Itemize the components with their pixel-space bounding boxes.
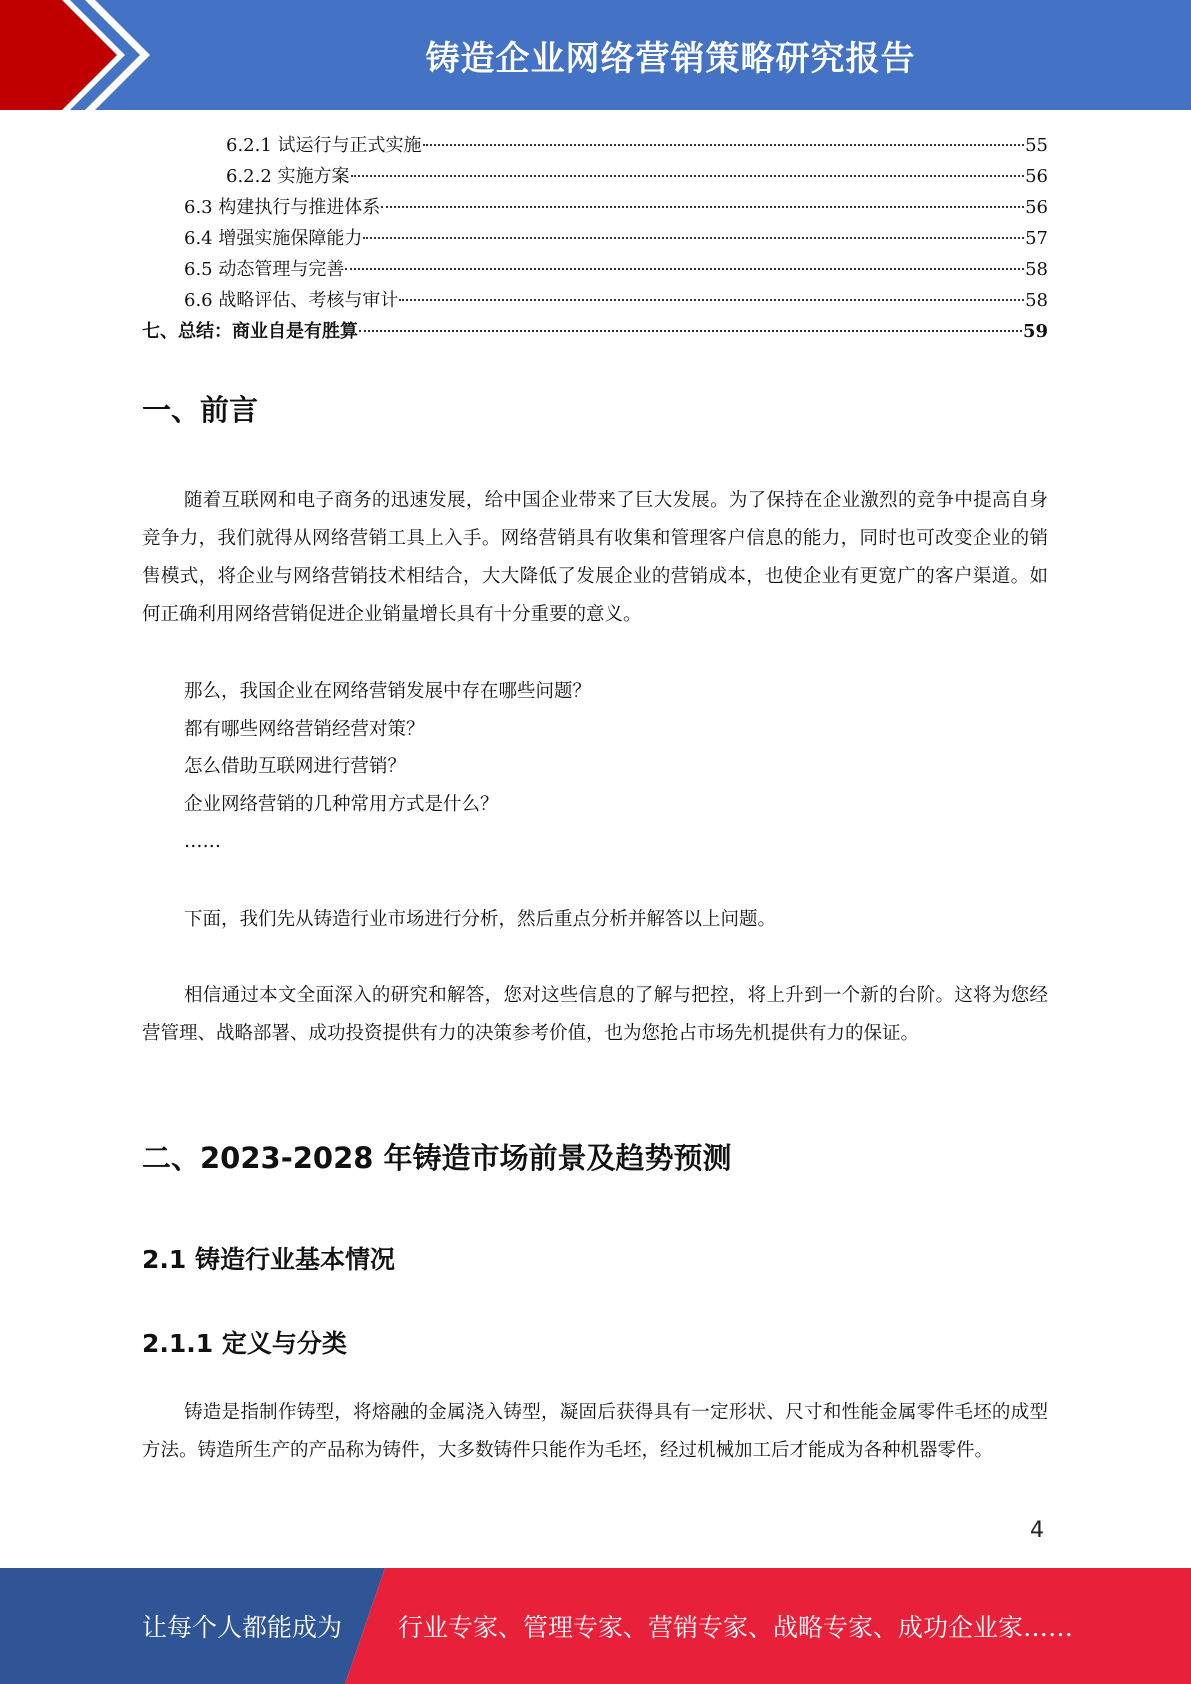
toc-leader-dots: [345, 268, 1024, 270]
page-footer: [0, 1568, 1191, 1684]
toc-entry-title: 6.6 战略评估、考核与审计: [184, 290, 399, 311]
page-header: [0, 0, 1191, 110]
toc-entry-page: 55: [1025, 135, 1048, 156]
section-heading-container: [142, 388, 1048, 429]
report-title: 铸造企业网络营销策略研究报告: [425, 38, 916, 79]
analysis-paragraph-container: [142, 901, 1048, 939]
toc-entry[interactable]: [142, 130, 1048, 161]
toc-entry[interactable]: [142, 223, 1048, 254]
closing-paragraph-container: [142, 977, 1048, 1053]
intro-paragraph-container: [142, 482, 1048, 634]
subsection-heading: 2.1 铸造行业基本情况: [142, 1245, 395, 1274]
toc-entry-page: 57: [1025, 228, 1048, 249]
page-number: 4: [1030, 1518, 1044, 1543]
closing-paragraph: 相信通过本文全面深入的研究和解答，您对这些信息的了解与把控，将上升到一个新的台阶。这将为您经营管理、战略部署、成功投资提供有力的决策参考价值，也为您抢占市场先机提供有力的保证。: [142, 985, 1048, 1044]
toc-entry-page: 59: [1022, 321, 1048, 342]
toc-leader-dots: [351, 175, 1025, 177]
question-item: 企业网络营销的几种常用方式是什么？: [184, 793, 499, 815]
analysis-paragraph: 下面，我们先从铸造行业市场进行分析，然后重点分析并解答以上问题。: [184, 909, 777, 930]
subsection-heading: 2.1.1 定义与分类: [142, 1329, 347, 1358]
subsection-heading-container: [142, 1240, 1048, 1276]
toc-entry-title: 6.3 构建执行与推进体系: [184, 197, 381, 218]
toc-leader-dots: [423, 144, 1025, 146]
question-item: 都有哪些网络营销经营对策？: [184, 718, 425, 740]
footer-slogan-right: 行业专家、管理专家、营销专家、战略专家、成功企业家……: [398, 1613, 1074, 1642]
toc-entry-title: 6.5 动态管理与完善: [184, 259, 345, 280]
definition-paragraph-container: [142, 1394, 1048, 1470]
section-heading: 二、2023-2028 年铸造市场前景及趋势预测: [142, 1141, 732, 1175]
subsection-heading-container: [142, 1324, 1048, 1360]
toc-leader-dots: [363, 237, 1024, 239]
toc-entry[interactable]: [142, 161, 1048, 192]
toc-entry-title: 七、总结：商业自是有胜算: [142, 321, 358, 342]
question-item: 那么，我国企业在网络营销发展中存在哪些问题？: [184, 681, 592, 702]
table-of-contents: [142, 130, 1048, 347]
section-heading: 一、前言: [142, 393, 259, 427]
toc-entry[interactable]: [142, 254, 1048, 285]
definition-paragraph: 铸造是指制作铸型，将熔融的金属浇入铸型，凝固后获得具有一定形状、尺寸和性能金属零件毛坯的成型方法。铸造所生产的产品称为铸件，大多数铸件只能作为毛坯，经过机械加工后才能成为各种机器零件。: [142, 1402, 1048, 1461]
footer-slogan-left: 让每个人都能成为: [142, 1613, 343, 1642]
toc-leader-dots: [381, 206, 1024, 208]
toc-entry-page: 56: [1025, 197, 1048, 218]
header-arrow-decoration: [0, 0, 160, 110]
toc-entry[interactable]: [142, 192, 1048, 223]
question-item: ……: [184, 831, 221, 852]
toc-entry-page: 56: [1025, 166, 1048, 187]
toc-entry-title: 6.4 增强实施保障能力: [184, 228, 363, 249]
toc-entry[interactable]: [142, 316, 1048, 347]
toc-entry-page: 58: [1025, 290, 1048, 311]
toc-entry-page: 58: [1025, 259, 1048, 280]
toc-leader-dots: [359, 330, 1022, 332]
toc-entry-title: 6.2.1 试运行与正式实施: [226, 135, 422, 156]
section-heading-container: [142, 1136, 1048, 1177]
toc-entry[interactable]: [142, 285, 1048, 316]
toc-leader-dots: [399, 299, 1024, 301]
toc-entry-title: 6.2.2 实施方案: [226, 166, 350, 187]
question-list: [142, 673, 1048, 861]
question-item: 怎么借助互联网进行营销？: [184, 756, 407, 777]
intro-paragraph: 随着互联网和电子商务的迅速发展，给中国企业带来了巨大发展。为了保持在企业激烈的竞争中提高自身竞争力，我们就得从网络营销工具上入手。网络营销具有收集和管理客户信息的能力，同时也可改变企业的销售模式，将企业与网络营销技术相结合，大大降低了发展企业的营销成本，也使企业有更宽广的客户渠道。如何正确利用网络营销促进企业销量增长具有十分重要的意义。: [142, 490, 1048, 625]
